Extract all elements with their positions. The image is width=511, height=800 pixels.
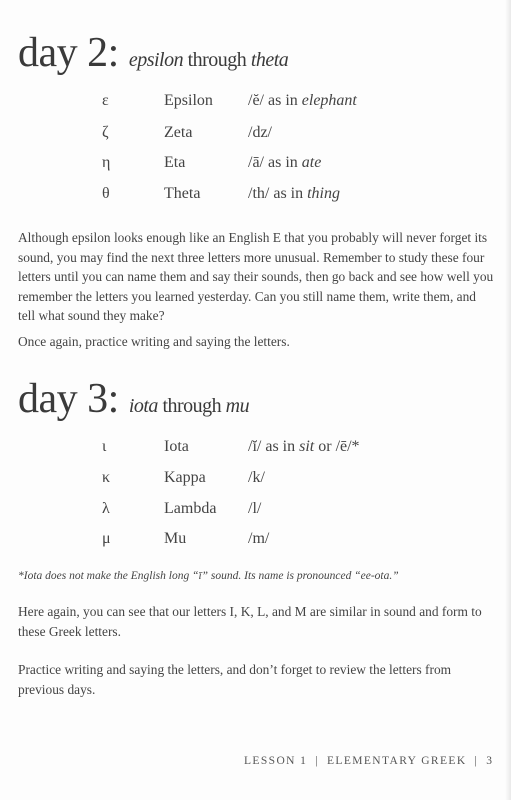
letter-sound [248, 92, 357, 110]
day3-heading-to: mu [225, 395, 250, 417]
letter-sound [248, 530, 269, 548]
sound-text: /dz/ [248, 124, 272, 141]
sound-text: /ā/ as in [248, 154, 302, 171]
letter-sound [248, 124, 272, 142]
letter-sound [248, 154, 321, 172]
day3-heading-from: iota [128, 395, 158, 417]
sound-example: thing [307, 185, 340, 202]
letter-name: Kappa [164, 469, 206, 486]
greek-glyph: ζ [102, 124, 109, 141]
sound-text: /th/ as in [248, 185, 308, 202]
day2-heading-mid: through [187, 49, 247, 71]
greek-glyph: θ [102, 185, 110, 202]
day3-paragraph-similarity: Here again, you can see that our letters I, K, L, and M are similar in sound and form to these Greek letters. [18, 604, 482, 639]
sound-text: /ĭ/ as in [248, 438, 300, 455]
footer-lesson: LESSON 1 [244, 755, 308, 767]
sound-note: or /ē/* [314, 438, 360, 455]
letter-sound [248, 438, 360, 456]
iota-footnote: *Iota does not make the English long “ī” sound. Its name is pronounced “ee-ota.” [18, 570, 399, 582]
greek-glyph: ε [102, 92, 109, 109]
day2-heading-from: epsilon [128, 49, 184, 71]
sound-text: /k/ [248, 469, 265, 486]
letter-name: Lambda [164, 500, 217, 517]
letter-name: Mu [164, 530, 187, 547]
greek-glyph: η [102, 154, 111, 171]
letter-name: Iota [164, 438, 189, 455]
day3-heading-day: day 3: [18, 376, 119, 422]
day3-paragraph-practice: Practice writing and saying the letters, and don’t forget to review the letters from previous days. [18, 662, 452, 697]
day2-heading [18, 32, 288, 74]
greek-glyph: ι [102, 438, 107, 455]
letter-name: Zeta [164, 124, 193, 141]
page-edge-shadow [505, 0, 511, 800]
sound-text: /m/ [248, 530, 270, 547]
sound-text: /ĕ/ as in [248, 92, 302, 109]
day2-heading-to: theta [250, 49, 289, 71]
page-footer [240, 755, 500, 767]
greek-glyph: μ [102, 530, 111, 547]
footer-course: ELEMENTARY GREEK [326, 755, 467, 767]
sound-example: elephant [301, 92, 357, 109]
sound-example: sit [299, 438, 315, 455]
sound-text: /l/ [248, 500, 262, 517]
day2-paragraph-practice: Once again, practice writing and saying the letters. [18, 334, 290, 349]
letter-sound [248, 500, 261, 518]
page-number: 3 [486, 755, 494, 767]
letter-sound [248, 185, 340, 203]
footer-separator: | [474, 755, 479, 767]
day2-heading-day: day 2: [18, 30, 119, 76]
letter-name: Theta [164, 185, 201, 202]
letter-name: Eta [164, 154, 186, 171]
footer-separator: | [315, 755, 319, 767]
greek-glyph: κ [102, 469, 111, 486]
day3-heading-mid: through [162, 395, 222, 417]
day2-paragraph-intro: Although epsilon looks enough like an English E that you probably will never forget its sound, you may find the next three letters more unusual. Remember to study these four letters until you can name them and say their sounds, then go back and see how well you remember the letters you learned yesterday. Can you still name them, write them, and tell what sound they make? [18, 230, 494, 323]
day3-heading [18, 378, 249, 420]
greek-glyph: λ [102, 500, 110, 517]
sound-example: ate [301, 154, 322, 171]
letter-sound [248, 469, 265, 487]
letter-name: Epsilon [164, 92, 213, 109]
